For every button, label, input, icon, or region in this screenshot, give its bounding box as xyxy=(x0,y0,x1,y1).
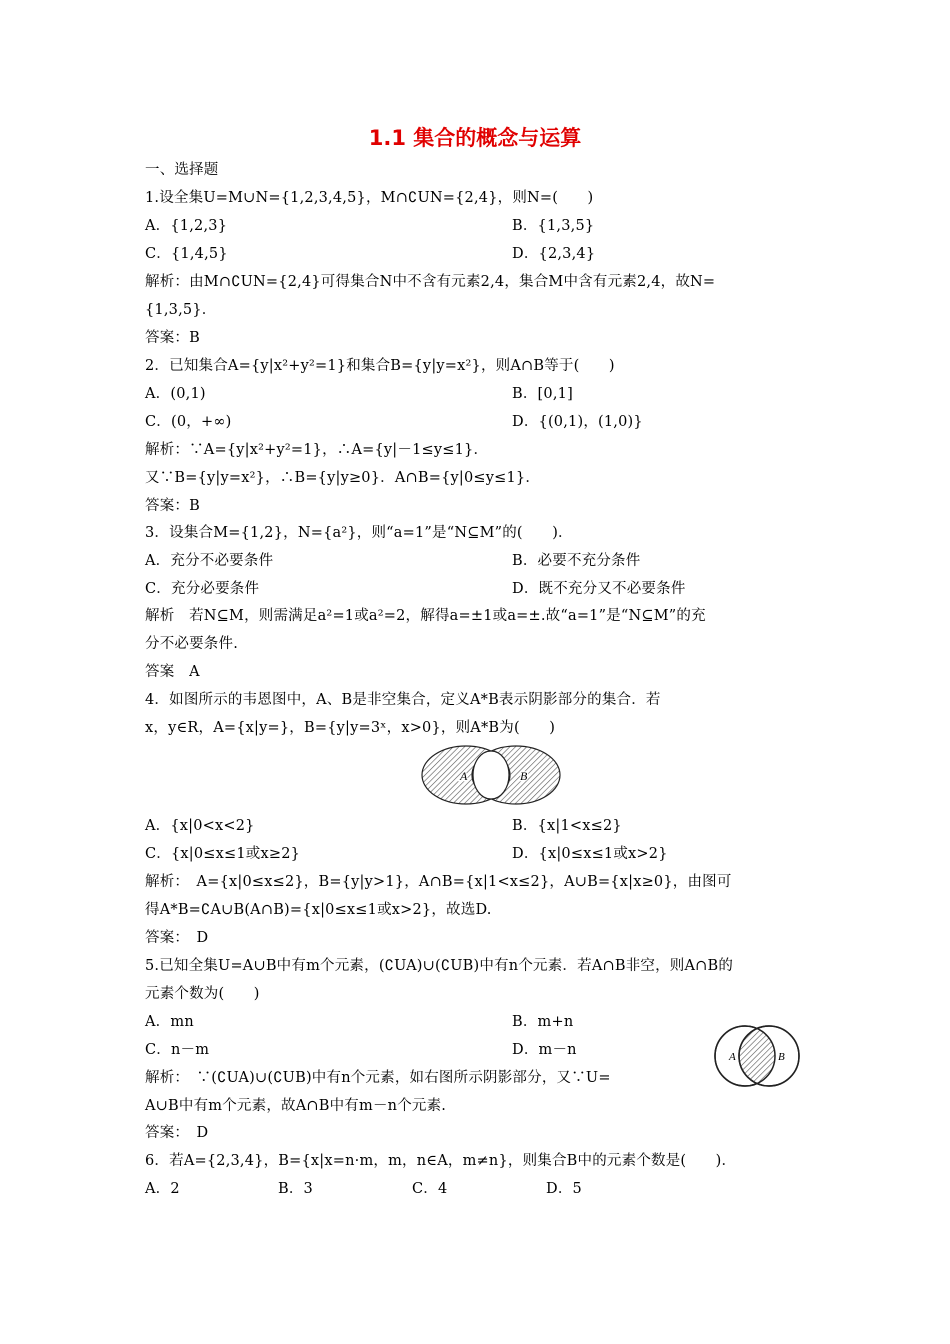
question-3-answer: 答案 A xyxy=(145,664,200,680)
question-1-option-d: D．{2,3,4} xyxy=(512,246,596,262)
question-4-option-b: B．{x|1<x≤2} xyxy=(512,818,622,834)
question-2-stem: 2．已知集合A={y|x²+y²=1}和集合B={y|y=x²}，则A∩B等于( ) xyxy=(145,358,615,374)
question-1-option-b: B．{1,3,5} xyxy=(512,218,595,234)
question-4-option-c: C．{x|0≤x≤1或x≥2} xyxy=(145,846,301,862)
question-6-option-b: B．3 xyxy=(278,1181,313,1197)
venn-label-a: A xyxy=(729,1051,736,1063)
question-4-stem-cont: x，y∈R，A={x|y=}，B={y|y=3ˣ，x>0}，则A*B为( ) xyxy=(145,720,556,736)
question-5-stem: 5.已知全集U=A∪B中有m个元素，(∁UA)∪(∁UB)中有n个元素．若A∩B非空，则A∩B的 xyxy=(145,958,734,974)
question-3-option-c: C．充分必要条件 xyxy=(145,581,260,597)
question-3-analysis-cont: 分不必要条件. xyxy=(145,636,239,652)
question-6-option-c: C．4 xyxy=(412,1181,448,1197)
question-6-stem: 6．若A={2,3,4}，B={x|x=n·m，m，n∈A，m≠n}，则集合B中的元素个数是( )． xyxy=(145,1153,737,1169)
venn-label-b: B xyxy=(520,769,528,783)
question-1-answer: 答案：B xyxy=(145,330,200,346)
question-5-analysis: 解析： ∵(∁UA)∪(∁UB)中有n个元素，如右图所示阴影部分，又∵U= xyxy=(145,1070,611,1086)
question-4-answer: 答案： D xyxy=(145,930,209,946)
venn-label-b: B xyxy=(778,1051,785,1063)
question-4-stem: 4．如图所示的韦恩图中，A、B是非空集合，定义A*B表示阴影部分的集合．若 xyxy=(145,692,661,708)
question-2-analysis-cont: 又∵B={y|y=x²}，∴B={y|y≥0}．A∩B={y|0≤y≤1}． xyxy=(145,470,541,486)
venn-diagram-q5 xyxy=(712,1021,802,1091)
question-4-option-a: A．{x|0<x<2} xyxy=(145,818,255,834)
question-5-option-d: D．m－n xyxy=(512,1042,577,1058)
question-5-analysis-cont: A∪B中有m个元素，故A∩B中有m－n个元素. xyxy=(145,1098,447,1114)
question-5-answer: 答案： D xyxy=(145,1125,209,1141)
question-6-option-a: A．2 xyxy=(145,1181,180,1197)
question-1-analysis: 解析：由M∩∁UN={2,4}可得集合N中不含有元素2,4，集合M中含有元素2,4，故N= xyxy=(145,274,716,290)
page-title: 1.1 集合的概念与运算 xyxy=(368,126,582,150)
question-3-option-a: A．充分不必要条件 xyxy=(145,553,274,569)
question-1-option-a: A．{1,2,3} xyxy=(145,218,228,234)
question-3-option-d: D．既不充分又不必要条件 xyxy=(512,581,686,597)
venn-intersection xyxy=(473,751,509,799)
question-3-option-b: B．必要不充分条件 xyxy=(512,553,641,569)
section-heading: 一、选择题 xyxy=(145,162,219,178)
question-4-option-d: D．{x|0≤x≤1或x>2} xyxy=(512,846,668,862)
question-4-analysis-cont: 得A*B=∁A∪B(A∩B)={x|0≤x≤1或x>2}，故选D. xyxy=(145,902,492,918)
question-5-option-c: C．n－m xyxy=(145,1042,210,1058)
question-5-option-a: A．mn xyxy=(145,1014,194,1030)
question-2-option-a: A．(0,1) xyxy=(145,386,206,402)
question-2-answer: 答案：B xyxy=(145,498,200,514)
venn-diagram-q4 xyxy=(418,742,564,808)
question-1-option-c: C．{1,4,5} xyxy=(145,246,228,262)
question-4-analysis: 解析： A={x|0≤x≤2}，B={y|y>1}，A∩B={x|1<x≤2}，A∪B={x|x≥0}，由图可 xyxy=(145,874,732,890)
question-2-analysis: 解析：∵A={y|x²+y²=1}，∴A={y|－1≤y≤1}． xyxy=(145,442,489,458)
question-3-stem: 3．设集合M={1,2}，N={a²}，则“a=1”是“N⊆M”的( )． xyxy=(145,525,573,541)
question-2-option-c: C．(0，+∞) xyxy=(145,414,232,430)
question-6-option-d: D．5 xyxy=(546,1181,582,1197)
venn-label-a: A xyxy=(460,769,468,783)
question-2-option-d: D．{(0,1)，(1,0)} xyxy=(512,414,643,430)
question-5-option-b: B．m+n xyxy=(512,1014,574,1030)
question-2-option-b: B．[0,1] xyxy=(512,386,573,402)
question-3-analysis: 解析 若N⊆M，则需满足a²=1或a²=2，解得a=±1或a=±.故“a=1”是“N⊆M”的充 xyxy=(145,608,706,624)
question-1-analysis-cont: {1,3,5}． xyxy=(145,302,217,318)
question-5-stem-cont: 元素个数为( ) xyxy=(145,986,260,1002)
question-1-stem: 1.设全集U=M∪N={1,2,3,4,5}，M∩∁UN={2,4}，则N=( ) xyxy=(145,190,594,206)
